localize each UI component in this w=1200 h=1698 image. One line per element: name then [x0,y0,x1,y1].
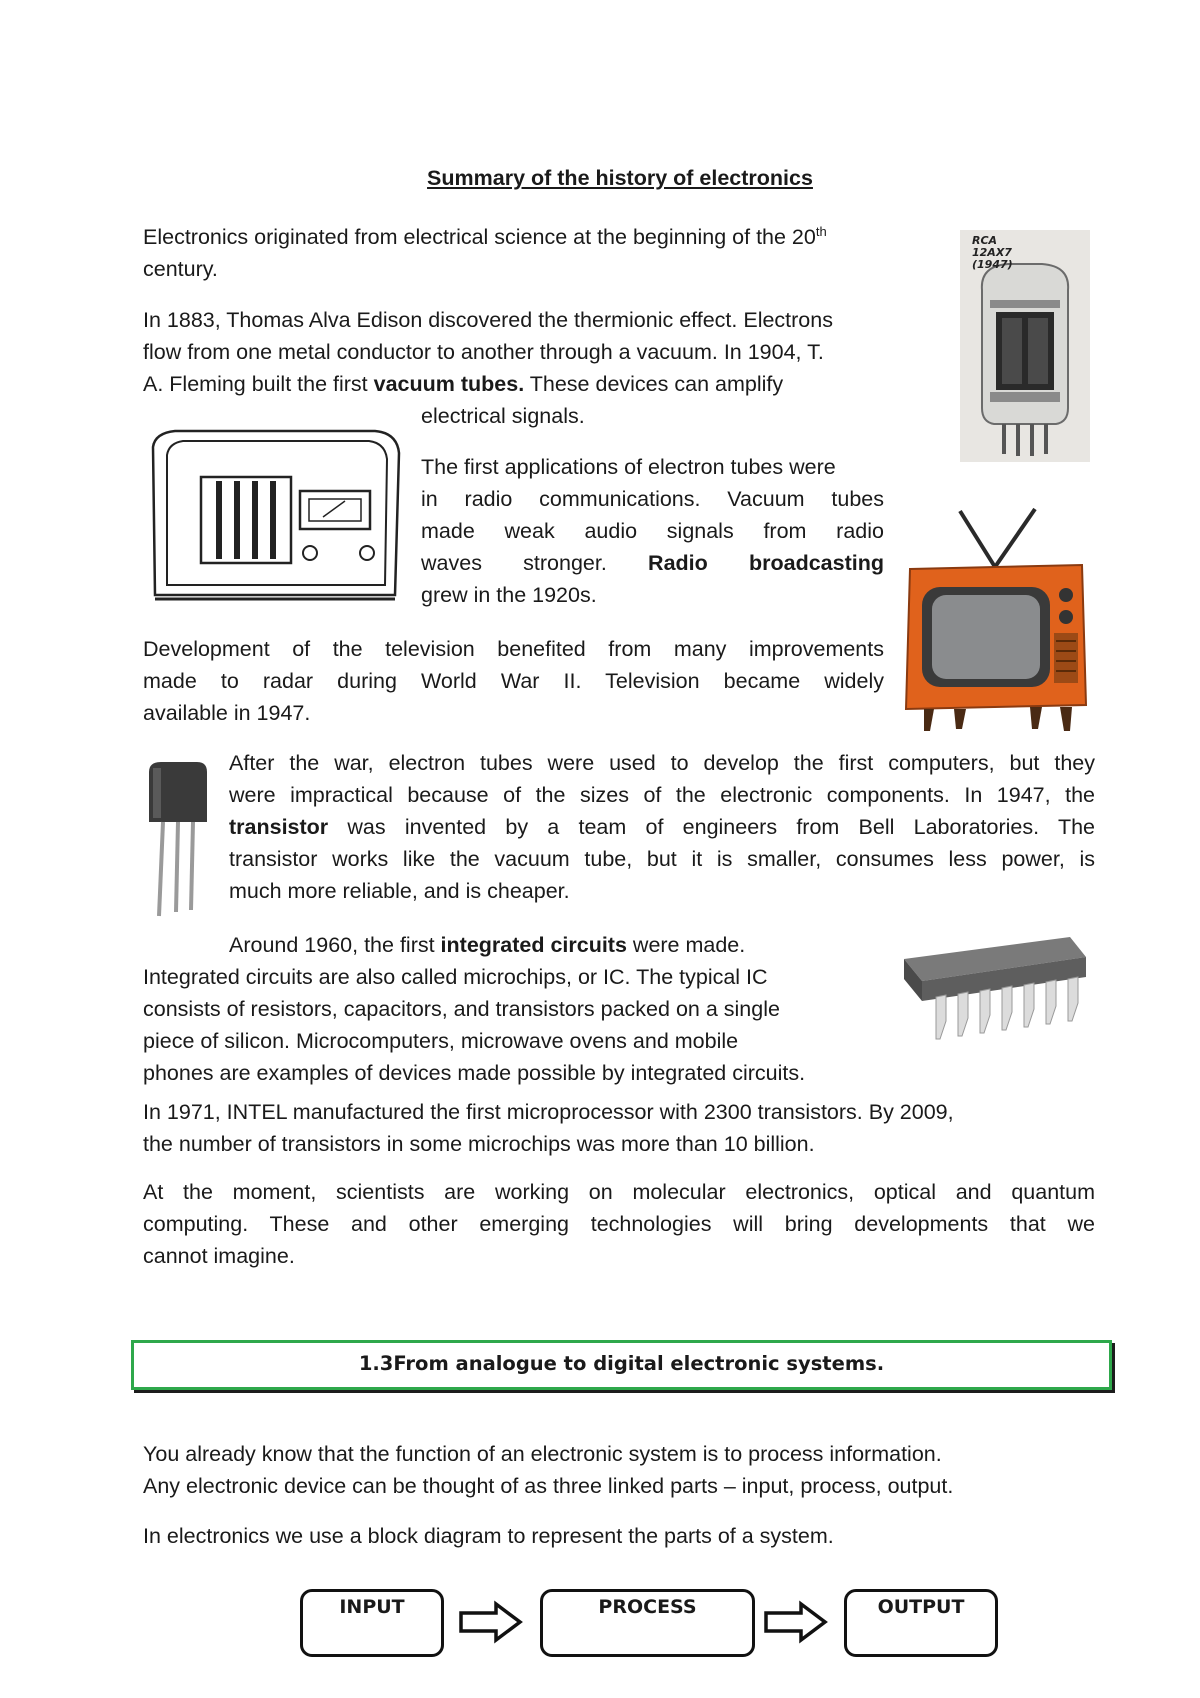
paragraph-ic-first: Around 1960, the first integrated circuits were made. [229,933,746,957]
paragraph-television: Development of the television benefited from many improvements made to radar during World War II. Television became widely available in 1947. [143,637,884,725]
vacuum-tube-image [960,230,1090,462]
transistor-image [145,760,215,920]
tube-label-model: 12AX7 [972,246,1012,259]
integrated-circuit-image [900,935,1090,1047]
radio-image [145,425,405,605]
paragraph-intro: Electronics originated from electrical science at the beginning of the 20th century. [143,223,827,281]
arrow-right-icon [458,1600,524,1644]
paragraph-transistor: After the war, electron tubes were used to develop the first computers, but they were impractical because of the sizes of the electronic components. In 1947, the transistor was invented by a team of engineers from Bell Laboratories. The transistor works like the vacuum tube, but it is smaller, consumes less power, is much more reliable, and is cheaper. [229,751,1095,903]
block-process: PROCESS [540,1589,755,1657]
paragraph-edison-end: electrical signals. [421,404,585,428]
paragraph-future: At the moment, scientists are working on molecular electronics, optical and quantum computing. These and other emerging technologies will bring developments that we cannot imagine. [143,1180,1095,1268]
paragraph-edison: In 1883, Thomas Alva Edison discovered the thermionic effect. Electrons flow from one metal conductor to another through a vacuum. In 1904, T. A. Fleming built the first vacuum tubes. These devices can amplify [143,308,833,396]
block-input: INPUT [300,1589,444,1657]
block-output: OUTPUT [844,1589,998,1657]
paragraph-ic: Integrated circuits are also called microchips, or IC. The typical IC consists of resistors, capacitors, and transistors packed on a single piece of silicon. Microcomputers, microwave ovens and mobile phones are examples of devices made possible by integrated circuits. [143,965,806,1085]
paragraph-block-diagram: In electronics we use a block diagram to represent the parts of a system. [143,1524,834,1548]
television-image [900,505,1090,735]
paragraph-radio: The first applications of electron tubes were in radio communications. Vacuum tubes made weak audio signals from radio waves stronger. Radio broadcasting grew in the 1920s. [421,455,884,607]
tube-label-year: (1947) [972,258,1013,271]
arrow-right-icon [763,1600,829,1644]
paragraph-intel: In 1971, INTEL manufactured the first microprocessor with 2300 transistors. By 2009, the number of transistors in some microchips was more than 10 billion. [143,1100,954,1156]
tube-label-brand: RCA [972,234,998,247]
page-title: Summary of the history of electronics [427,166,813,190]
section-heading: 1.3From analogue to digital electronic systems. [358,1352,885,1375]
paragraph-system: You already know that the function of an electronic system is to process information. Any electronic device can be thought of as three linked parts – input, process, output. [143,1442,954,1498]
section-heading-box [131,1340,1112,1390]
